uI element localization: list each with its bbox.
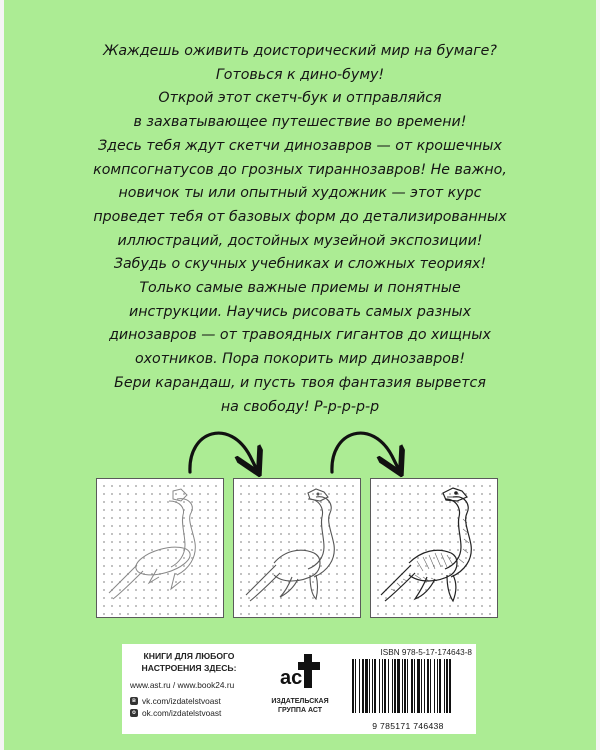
barcode-bar [421, 659, 422, 713]
barcode-bar [384, 659, 386, 713]
barcode-bar [417, 659, 420, 713]
barcode-bar [372, 659, 373, 713]
blurb-line: проведет тебя от базовых форм до детализированных [93, 208, 507, 225]
barcode-bar [359, 659, 360, 713]
website-links[interactable] [130, 679, 248, 692]
barcode-bar [379, 659, 380, 713]
blurb-line: иллюстраций, достойных музейной экспозиции! [117, 232, 483, 249]
page-edge-right [596, 0, 600, 750]
barcode-bar [404, 659, 406, 713]
website-text: www.ast.ru / www.book24.ru [130, 680, 235, 690]
arrow-step-1 [190, 433, 256, 472]
vk-icon: в [130, 697, 138, 705]
barcode [344, 657, 472, 715]
publisher-links [130, 650, 248, 720]
barcode-bar [407, 659, 408, 713]
barcode-bar [397, 659, 400, 713]
footer-info-box [122, 644, 476, 734]
barcode-bar [362, 659, 364, 713]
barcode-bar [382, 659, 383, 713]
vk-text: vk.com/izdatelstvoast [142, 695, 221, 706]
blurb-line: новичок ты или опытный художник — этот курс [118, 185, 482, 202]
barcode-bar [430, 659, 431, 713]
barcode-bar [427, 659, 429, 713]
ast-logo-icon [278, 648, 322, 692]
sketch-step-1 [96, 478, 224, 618]
barcode-bar [369, 659, 370, 713]
blurb-text [70, 40, 530, 419]
vk-link[interactable] [130, 695, 248, 708]
barcode-bar [424, 659, 425, 713]
barcode-bar [355, 659, 356, 713]
barcode-bar [388, 659, 389, 713]
plesiosaur-sketch-3 [371, 479, 497, 617]
plesiosaur-sketch-1 [97, 479, 223, 617]
blurb-line: на свободу! Р-р-р-р-р [220, 398, 380, 415]
barcode-bar [414, 659, 415, 713]
blurb-line: Здесь тебя ждут скетчи динозавров — от крошечных [98, 137, 502, 154]
blurb-line: инструкции. Научись рисовать самых разных [128, 303, 471, 320]
blurb-line: динозавров — от травоядных гигантов до хищных [109, 327, 491, 344]
blurb-line: Готовься к дино-буму! [215, 66, 385, 83]
ok-text: ok.com/izdatelstvoast [142, 708, 222, 718]
isbn-text: ISBN 978-5-17-174643-8 [380, 648, 472, 657]
ok-link[interactable] [130, 707, 248, 720]
barcode-bar [439, 659, 441, 713]
page-edge-left [0, 0, 4, 750]
ok-icon: о [130, 709, 138, 717]
blurb-line: в захватывающее путешествие во времени! [133, 114, 467, 131]
publisher-name-line2: ГРУППА АСТ [278, 707, 322, 714]
barcode-bar [437, 659, 438, 713]
footer-title-line2: НАСТРОЕНИЯ ЗДЕСЬ: [141, 663, 237, 673]
barcode-bar [392, 659, 393, 713]
blurb-line: охотников. Пора покорить мир динозавров! [134, 351, 466, 368]
barcode-bar [352, 659, 354, 713]
barcode-bar [402, 659, 403, 713]
barcode-bar [394, 659, 396, 713]
blurb-line: компсогнатусов до грозных тираннозавров! Не важно, [93, 161, 507, 178]
arrow-step-2 [332, 433, 398, 472]
barcode-bar [374, 659, 376, 713]
plesiosaur-sketch-2 [234, 479, 360, 617]
blurb-line: Забудь о скучных учебниках и сложных теориях! [113, 256, 487, 273]
footer-title-line1: КНИГИ ДЛЯ ЛЮБОГО [143, 651, 235, 661]
barcode-bar [434, 659, 435, 713]
blurb-line: Бери карандаш, и пусть твоя фантазия вырвется [114, 374, 486, 391]
barcode-number: 9 785171 746438 [372, 721, 444, 731]
sketch-step-2 [233, 478, 361, 618]
blurb-line: Открой этот скетч-бук и отправляйся [158, 90, 442, 107]
barcode-block [344, 648, 472, 731]
barcode-bar [446, 659, 448, 713]
publisher-name-line1: ИЗДАТЕЛЬСКАЯ [271, 698, 329, 705]
barcode-bar [411, 659, 413, 713]
barcode-bar [444, 659, 445, 713]
blurb-line: Только самые важные приемы и понятные [139, 280, 461, 297]
blurb-line: Жаждешь оживить доисторический мир на бумаге? [103, 43, 497, 59]
barcode-bar [449, 659, 451, 713]
barcode-bar [365, 659, 368, 713]
ast-logo [265, 648, 335, 715]
ast-logo-text: ac [280, 667, 303, 689]
sketch-step-3 [370, 478, 498, 618]
